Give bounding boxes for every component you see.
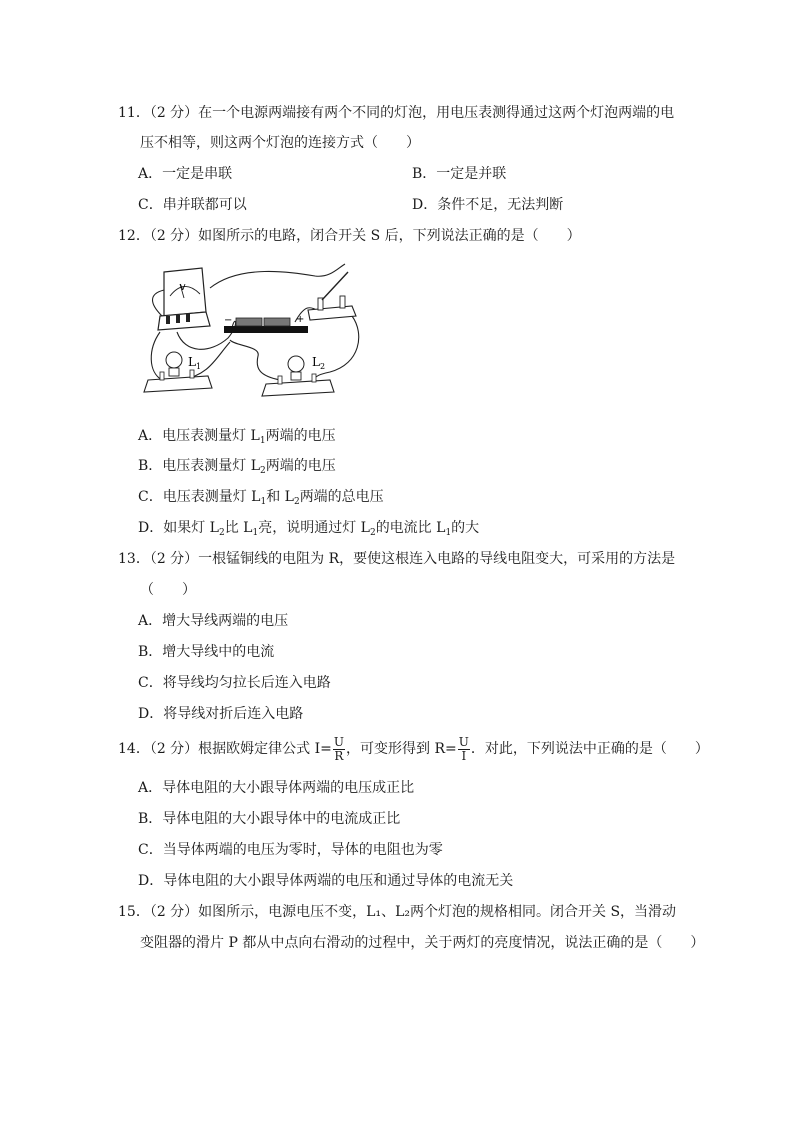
circuit-diagram [140,254,384,410]
q13-option-d[interactable]: D．将导线对折后连入电路 [138,706,304,722]
q13-option-b[interactable]: B．增大导线中的电流 [138,644,275,660]
q11-stem-line2: 压不相等，则这两个灯泡的连接方式（ ） [140,135,420,151]
lamp2-label: L [312,355,320,369]
q13-stem-line2: （ ） [140,582,196,598]
lamp1-sub: 1 [195,362,202,371]
q13-option-a[interactable]: A．增大导线两端的电压 [138,613,289,629]
q12-option-b[interactable]: B．电压表测量灯 $L_2$两端的电压 [138,458,336,476]
q15-stem-line2: 变阻器的滑片 P 都从中点向右滑动的过程中，关于两灯的亮度情况，说法正确的是（ ） [140,935,705,951]
formula-u-over-r: $\frac{U}{R}$ [333,734,345,763]
q11-stem-line1: 11．（2 分）在一个电源两端接有两个不同的灯泡，用电压表测得通过这两个灯泡两端的电 [118,105,675,121]
q14-option-d[interactable]: D．导体电阻的大小跟导体两端的电压和通过导体的电流无关 [138,873,514,889]
q11-option-a[interactable]: A．一定是串联 [138,166,233,182]
q13-stem-line1: 13．（2 分）一根锰铜线的电阻为 R，要使这根连入电路的导线电阻变大，可采用的方法是 [118,551,676,567]
battery-minus-label: − [224,315,233,326]
voltmeter [158,268,210,330]
q15-stem-line1: 15．（2 分）如图所示，电源电压不变，L₁、L₂两个灯泡的规格相同。闭合开关 S，当滑动 [118,904,677,920]
q11-option-c[interactable]: C．串并联都可以 [138,197,247,213]
lamp-l2 [262,355,334,396]
battery [224,314,308,333]
q14-option-c[interactable]: C．当导体两端的电压为零时，导体的电阻也为零 [138,842,443,858]
q12-option-d[interactable]: D．如果灯 $L_2$比 $L_1$亮，说明通过灯 $L_2$的电流比 $L_1$的大 [138,520,480,538]
q12-option-a[interactable]: A．电压表测量灯 $L_1$两端的电压 [138,428,336,446]
q11-option-d[interactable]: D．条件不足，无法判断 [412,197,564,213]
formula-u-over-i: $\frac{U}{I}$ [458,734,469,763]
voltmeter-v-label: V [180,283,186,292]
q12-option-c[interactable]: C．电压表测量灯 $L_1$和 $L_2$两端的总电压 [138,489,384,507]
q14-stem: 14．（2 分）根据欧姆定律公式 I= $\frac{U}{R}$ ，可变形得到 R= $\frac{U}{I}$ ．对此，下列说法中正确的是（ ） [118,734,709,763]
battery-plus-label: + [296,314,305,325]
svg-text:L1 [188,355,201,371]
q11-option-b[interactable]: B．一定是并联 [412,166,507,182]
q14-option-b[interactable]: B．导体电阻的大小跟导体中的电流成正比 [138,811,401,827]
switch-s [308,272,356,320]
svg-text:L2 [312,355,325,371]
q13-option-c[interactable]: C．将导线均匀拉长后连入电路 [138,675,331,691]
lamp1-label: L [188,355,196,369]
q12-stem: 12．（2 分）如图所示的电路，闭合开关 S 后，下列说法正确的是（ ） [118,228,581,244]
lamp2-sub: 2 [319,362,326,371]
q14-option-a[interactable]: A．导体电阻的大小跟导体两端的电压成正比 [138,780,415,796]
